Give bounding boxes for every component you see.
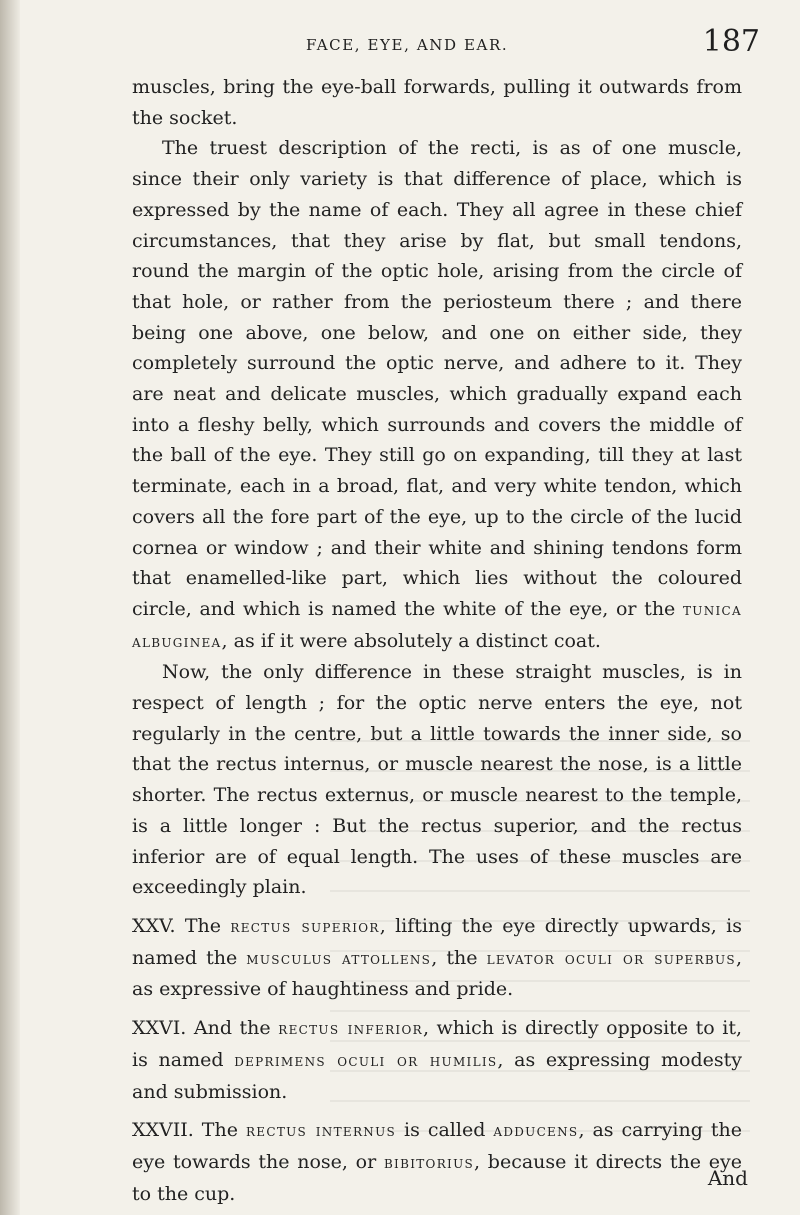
- catchword: And: [707, 1166, 748, 1190]
- body-text: [132, 72, 742, 1209]
- text-run: , as expressing modesty and submission.: [132, 1048, 742, 1103]
- term-rectus-inferior: rectus inferior: [278, 1019, 423, 1040]
- text-run: XXVII. The: [132, 1119, 238, 1142]
- page-header: [300, 24, 760, 70]
- text-run: , as expressive of haughtiness and pride.: [132, 946, 742, 1001]
- paragraph-xxvi: [132, 1013, 742, 1107]
- text-run: , the: [431, 946, 478, 969]
- paragraph-length-difference: [132, 657, 742, 903]
- term-bibitorius: bibitorius: [383, 1152, 475, 1173]
- paragraph-recti: [132, 133, 742, 657]
- paragraph-continuation: [132, 72, 742, 133]
- paragraph-xxv: [132, 911, 742, 1005]
- text-run: , as carrying the eye towards the nose, or: [132, 1119, 742, 1173]
- text-run: , lifting the eye directly upwards, is named the: [132, 914, 743, 969]
- term-rectus-superior: rectus superior: [230, 916, 380, 937]
- page-number: 187: [702, 24, 760, 59]
- term-deprimens-oculi: deprimens oculi or humilis: [234, 1050, 498, 1071]
- term-adducens: adducens: [493, 1121, 579, 1142]
- running-head: FACE, EYE, AND EAR.: [306, 36, 509, 54]
- text-run: , which is directly opposite to it, is named: [132, 1017, 742, 1071]
- text-run: XXV. The: [132, 914, 221, 937]
- text-run: The truest description of the recti, is as of one muscle, since their only variety is that difference of place, which is expressed by the name of each. They all agree in these chief circumstances, that they arise by flat, but small tendons, round the margin of the optic hole, arising from the circle of that hole, or rather from the periosteum there ; and there being one above, one below, and one on either side, they completely surround the optic nerve, and adhere to it. They are neat and delicate muscles, which gradually expand each into a fleshy belly, which surrounds and covers the middle of the ball of the eye. They still go on expanding, till they at last terminate, each in a broad, flat, and very white tendon, which covers all the fore part of the eye, up to the circle of the lucid cornea or window ; and their white and shining tendons form that enamelled-like part, which lies without the coloured circle, and which is named the white of the eye, or the: [132, 137, 742, 620]
- term-levator-oculi: levator oculi or superbus: [486, 948, 736, 969]
- term-tunica-albuginea: tunica albuginea: [132, 599, 742, 652]
- page-gutter-shadow: [0, 0, 20, 1215]
- text-run: , because it directs the eye to the cup.: [132, 1150, 742, 1205]
- term-musculus-attollens: musculus attollens: [246, 948, 432, 969]
- text-run: is called: [404, 1119, 486, 1142]
- text-run: muscles, bring the eye-ball forwards, pulling it outwards from the socket.: [132, 76, 742, 129]
- text-run: XXVI. And the: [132, 1017, 271, 1040]
- paragraph-xxvii: [132, 1115, 742, 1209]
- term-rectus-internus: rectus internus: [245, 1121, 397, 1142]
- text-run: Now, the only difference in these straight muscles, is in respect of length ; for the optic nerve enters the eye, not regularly in the centre, but a little towards the inner side, so that the rectus internus, or muscle nearest the nose, is a little shorter. The rectus externus, or muscle nearest to the temple, is a little longer : But the rectus superior, and the rectus inferior are of equal length. The uses of these muscles are exceedingly plain.: [132, 661, 742, 899]
- text-run: , as if it were absolutely a distinct coat.: [221, 629, 601, 652]
